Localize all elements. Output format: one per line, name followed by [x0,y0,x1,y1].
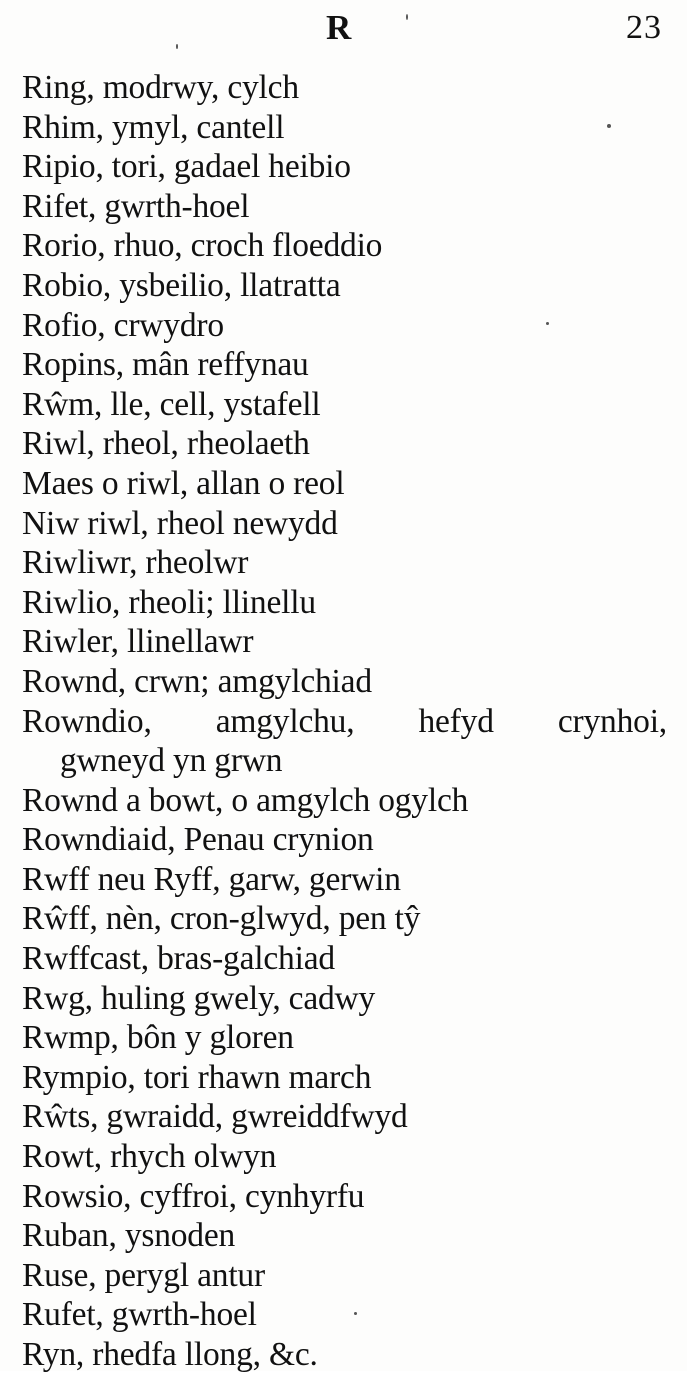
entry: Rufet, gwrth-hoel [22,1296,257,1334]
entry: Rwffcast, bras-galchiad [22,940,335,978]
entry: Rowsio, cyffroi, cynhyrfu [22,1177,365,1215]
page-header [0,0,687,70]
entry: Ruban, ysnoden [22,1217,236,1255]
entry: Maes o riwl, allan o reol [22,464,345,502]
entry: Rŵm, lle, cell, ystafell [22,385,321,423]
entry: Rifet, gwrth-hoel [22,187,250,225]
entry: Rwff neu Ryff, garw, gerwin [22,860,401,898]
entry-continuation: gwneyd yn grwn [60,742,283,780]
entry: Rowt, rhych olwyn [22,1138,277,1176]
entry: Rwmp, bôn y gloren [22,1019,294,1057]
page-number: 23 [626,9,662,46]
entry: Rorio, rhuo, croch floeddio [22,227,383,265]
entry-list [0,68,687,1375]
entry: Rowndiaid, Penau crynion [22,821,374,859]
entry: Ropins, mân reffynau [22,346,309,384]
entry: Robio, ysbeilio, llatratta [22,266,341,304]
entry: Rowndio, amgylchu, hefyd crynhoi, [22,702,667,740]
entry: Rŵts, gwraidd, gwreiddfwyd [22,1098,408,1136]
section-letter: R [326,8,352,47]
entry: Riwl, rheol, rheolaeth [22,425,310,463]
entry: Rympio, tori rhawn march [22,1058,372,1096]
paper-speck [354,1312,357,1315]
entry: Rownd, crwn; amgylchiad [22,662,372,700]
entry: Ring, modrwy, cylch [22,69,299,106]
paper-speck [406,14,408,20]
entry: Rŵff, nèn, cron-glwyd, pen tŷ [22,900,421,938]
entry: Rhim, ymyl, cantell [22,108,285,146]
entry: Riwliwr, rheolwr [22,544,249,582]
entry: Rofio, crwydro [22,306,224,344]
entry: Rwg, huling gwely, cadwy [22,979,376,1017]
entry: Rownd a bowt, o amgylch ogylch [22,781,469,819]
entry: Ruse, perygl antur [22,1256,265,1294]
entry: Riwler, llinellawr [22,623,254,661]
entry: Ripio, tori, gadael heibio [22,148,351,186]
paper-speck [607,124,611,128]
paper-speck [546,322,549,325]
entry: Riwlio, rheoli; llinellu [22,583,316,621]
entry: Niw riwl, rheol newydd [22,504,338,542]
entry: Ryn, rhedfa llong, &c. [22,1336,318,1373]
paper-speck [176,44,178,49]
